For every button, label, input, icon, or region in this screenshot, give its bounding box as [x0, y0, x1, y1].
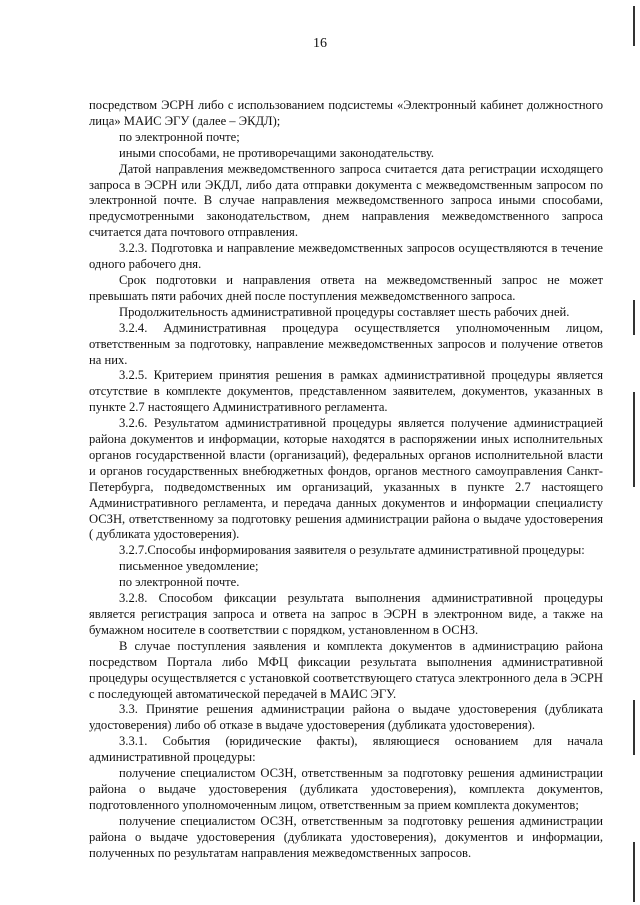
paragraph: Продолжительность административной процедуры составляет шесть рабочих дней. [119, 304, 570, 319]
paragraph: 3.2.7.Способы информирования заявителя о результате административной процедуры: [119, 543, 585, 558]
scan-edge-mark [633, 700, 635, 755]
paragraph: 3.2.5. Критерием принятия решения в рамках административной процедуры является отсутствие в комплекте документов, представленном заявителем, документов, указанных в пункте 2.7 настоящего Административного регламента. [89, 368, 603, 415]
paragraph: 3.2.6. Результатом административной процедуры является получение администрацией района документов и информации, которые находятся в распоряжении иных исполнительных органов государственной власти (организаций), федеральных органов исполнительной власти и органов государственных внебюджетных фондов, органов местного самоуправления Санкт-Петербурга, подведомственных им организаций, указанных в пункте 2.7 настоящего Административного регламента, и передача данных документов и информации специалисту ОСЗН, ответственному за подготовку решения администрации района о выдаче удостоверения ( дубликата удостоверения). [89, 416, 603, 542]
paragraph: Датой направления межведомственного запроса считается дата регистрации исходящего запроса в ЭСРН или ЭКДЛ, либо дата отправки документа с межведомственным запросом по электронной почте. В случае направления межведомственного запроса иными способами, предусмотренными законодательством, днем направления межведомственного запроса считается дата почтового отправления. [89, 161, 603, 240]
paragraph: получение специалистом ОСЗН, ответственным за подготовку решения администрации района о выдаче удостоверения (дубликата удостоверения), комплекта документов, подготовленного уполномоченным лицом, ответственным за прием комплекта документов; [89, 766, 603, 812]
paragraph: Срок подготовки и направления ответа на межведомственный запрос не может превышать пяти рабочих дней после поступления межведомственного запроса. [89, 272, 603, 303]
paragraph: 3.2.4. Административная процедура осуществляется уполномоченным лицом, ответственным за подготовку, направление межведомственных запросов и получение ответов на них. [89, 320, 603, 367]
paragraph: иными способами, не противоречащими законодательству. [119, 145, 435, 160]
page-number: 16 [313, 36, 327, 51]
paragraph: письменное уведомление; [119, 559, 259, 574]
paragraph: 3.3. Принятие решения администрации района о выдаче удостоверения (дубликата удостоверения) либо об отказе в выдаче удостоверения (дубликата удостоверения). [89, 702, 603, 733]
scan-edge-mark [633, 392, 635, 487]
paragraph: получение специалистом ОСЗН, ответственным за подготовку решения администрации района о выдаче удостоверения (дубликата удостоверения), документов и информации, полученных по результатам направления межведомственных запросов. [89, 813, 603, 860]
paragraph: 3.2.8. Способом фиксации результата выполнения административной процедуры является регистрация запроса и ответа на запрос в ЭСРН в электронном виде, а также на бумажном носителе в соответствии с порядком, установленном в ОСНЗ. [89, 591, 603, 637]
scan-edge-mark [633, 300, 635, 335]
scan-edge-mark [633, 6, 635, 46]
paragraph: В случае поступления заявления и комплекта документов в администрацию района посредством Портала либо МФЦ фиксации результата выполнения административной процедуры осуществляется с установкой соответствующего статуса электронного дела в ЭСРН с последующей автоматической передачей в МАИС ЭГУ. [89, 638, 603, 701]
paragraph: посредством ЭСРН либо с использованием подсистемы «Электронный кабинет должностного лица» МАИС ЭГУ (далее – ЭКДЛ); [89, 98, 603, 128]
document-body [89, 98, 603, 862]
paragraph: 3.2.3. Подготовка и направление межведомственных запросов осуществляются в течение одного рабочего дня. [89, 241, 603, 272]
paragraph: по электронной почте. [119, 575, 240, 590]
paragraph: по электронной почте; [119, 129, 240, 144]
paragraph: 3.3.1. События (юридические факты), являющиеся основанием для начала административной процедуры: [89, 734, 603, 765]
scan-edge-mark [633, 842, 635, 902]
